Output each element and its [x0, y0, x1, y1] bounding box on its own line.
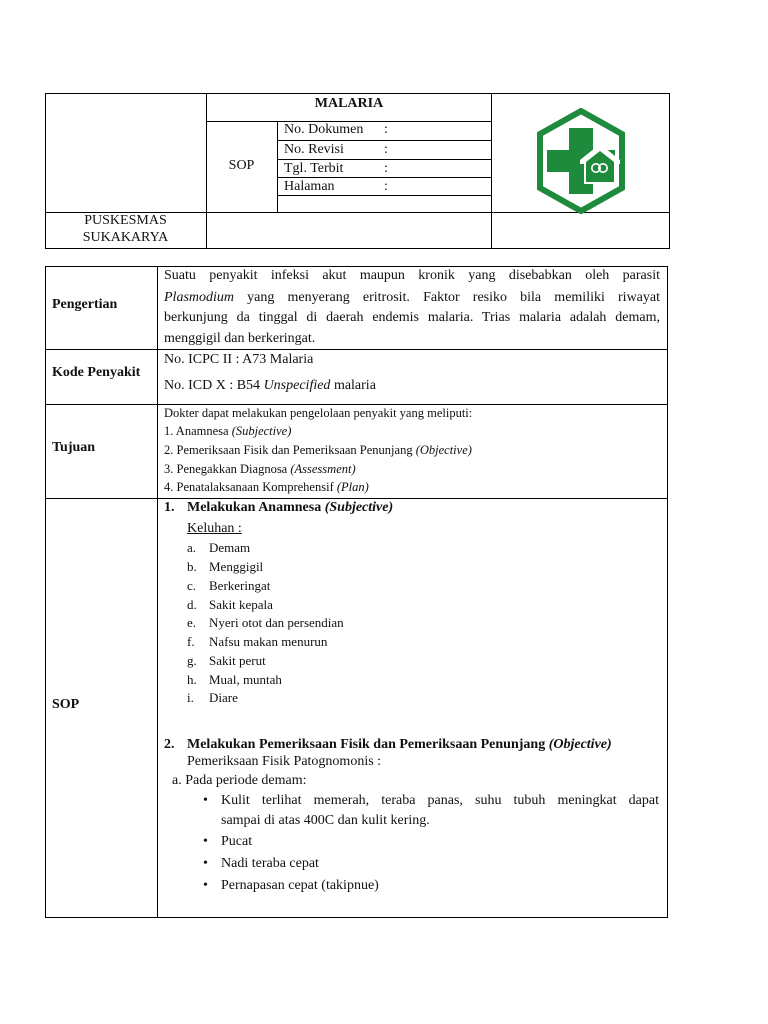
icd-code-prefix: No. ICD X : B54	[164, 378, 264, 393]
section-label-pengertian: Pengertian	[52, 297, 118, 312]
icpc-code: No. ICPC II : A73 Malaria	[164, 352, 314, 367]
step1-heading	[187, 500, 393, 516]
list-item-letter: i.	[187, 690, 194, 705]
tujuan-item	[164, 424, 291, 439]
list-item	[209, 578, 270, 594]
tujuan-item	[164, 480, 369, 495]
bullet-icon: •	[203, 793, 208, 808]
list-item-text: Diare	[209, 690, 238, 705]
doc-field-label: Halaman	[284, 179, 335, 194]
section-label-kode-penyakit: Kode Penyakit	[52, 365, 141, 380]
list-item: Nadi teraba cepat	[221, 856, 319, 871]
doc-field-sep: :	[384, 142, 388, 157]
doc-field-label: No. Dokumen	[284, 122, 364, 137]
list-item	[209, 597, 273, 613]
list-item-letter: h.	[187, 672, 197, 687]
list-item-letter: c.	[187, 578, 197, 593]
list-item-text: Demam	[209, 540, 251, 555]
doc-field-label: No. Revisi	[284, 142, 344, 157]
tujuan-item-text: 3. Penegakkan Diagnosa	[164, 462, 291, 476]
list-item: sampai di atas 400C dan kulit kering.	[221, 813, 430, 828]
icd-code-suffix: malaria	[330, 378, 376, 393]
list-item	[209, 540, 250, 556]
step2-title: Melakukan Pemeriksaan Fisik dan Pemeriksaan Penunjang	[187, 737, 549, 752]
list-item-text: Menggigil	[209, 559, 264, 574]
list-item: Pernapasan cepat (takipnue)	[221, 878, 379, 893]
tujuan-intro: Dokter dapat melakukan pengelolaan penyakit yang meliputi:	[164, 406, 473, 420]
list-item-letter: d.	[187, 597, 197, 612]
sop-label: SOP	[228, 158, 255, 173]
list-item-text: Sakit kepala	[209, 597, 273, 612]
tujuan-item-italic: (Assessment)	[290, 462, 356, 476]
tujuan-item-text: 1. Anamnesa	[164, 424, 232, 438]
org-name-line1: PUSKESMAS	[84, 213, 167, 228]
list-item	[209, 690, 238, 706]
pengertian-line-rest: yang menyerang eritrosit. Faktor resiko bila memiliki riwayat	[234, 290, 660, 305]
org-name-line2: SUKAKARYA	[82, 230, 169, 245]
document-title: MALARIA	[314, 96, 384, 111]
tujuan-item-text: 4. Penatalaksanaan Komprehensif	[164, 480, 337, 494]
tujuan-item	[164, 443, 472, 458]
bullet-icon: •	[203, 878, 208, 893]
periode-demam: a. Pada periode demam:	[172, 773, 307, 788]
plasmodium-term: Plasmodium	[164, 290, 234, 305]
doc-field-label: Tgl. Terbit	[284, 161, 344, 176]
list-item: Kulit terlihat memerah, teraba panas, suhu tubuh meningkat dapat	[221, 793, 659, 808]
pengertian-line: menggigil dan berkeringat.	[164, 331, 316, 346]
list-item	[209, 653, 266, 669]
list-item	[187, 634, 195, 650]
bullet-icon: •	[203, 856, 208, 871]
list-item	[209, 672, 282, 688]
pengertian-line: Suatu penyakit infeksi akut maupun kronik yang disebabkan oleh parasit	[164, 268, 660, 283]
list-item-letter: g.	[187, 653, 197, 668]
list-item-text: Sakit perut	[209, 653, 266, 668]
list-item	[187, 578, 196, 594]
list-item	[187, 540, 196, 556]
list-item	[209, 559, 263, 575]
tujuan-item-italic: (Objective)	[415, 443, 472, 457]
list-item-text: Berkeringat	[209, 578, 271, 593]
list-item	[187, 653, 197, 669]
tujuan-item-italic: (Plan)	[336, 480, 369, 494]
list-item	[209, 634, 327, 650]
doc-field-sep: :	[384, 161, 388, 176]
list-item	[187, 690, 194, 706]
list-item-text: Nyeri otot dan persendian	[209, 615, 344, 630]
doc-field-sep: :	[384, 122, 388, 137]
tujuan-item	[164, 462, 356, 477]
patognomonis-heading: Pemeriksaan Fisik Patognomonis :	[187, 754, 382, 769]
bullet-icon: •	[203, 834, 208, 849]
tujuan-item-italic: (Subjective)	[231, 424, 292, 438]
step1-italic: (Subjective)	[324, 500, 394, 515]
pengertian-line: berkunjung da tinggal di daerah endemis malaria. Trias malaria adalah demam,	[164, 310, 660, 325]
tujuan-item-text: 2. Pemeriksaan Fisik dan Pemeriksaan Penunjang	[164, 443, 416, 457]
puskesmas-logo-icon	[536, 108, 626, 214]
section-label-sop: SOP	[52, 697, 80, 712]
list-item	[187, 559, 197, 575]
list-item	[187, 672, 197, 688]
list-item-letter: a.	[187, 540, 197, 555]
list-item-letter: e.	[187, 615, 197, 630]
step2-heading	[187, 737, 612, 753]
list-item-letter: f.	[187, 634, 195, 649]
step1-title: Melakukan Anamnesa	[187, 500, 325, 515]
doc-field-sep: :	[384, 179, 388, 194]
step1-number: 1.	[164, 500, 175, 515]
step2-number: 2.	[164, 737, 175, 752]
step2-italic: (Objective)	[548, 737, 612, 752]
icd-code	[164, 378, 376, 394]
pengertian-line	[164, 290, 660, 306]
list-item-text: Mual, muntah	[209, 672, 282, 687]
list-item	[187, 615, 196, 631]
list-item	[187, 597, 197, 613]
keluhan-heading: Keluhan :	[187, 521, 242, 536]
section-label-tujuan: Tujuan	[52, 440, 96, 455]
list-item: Pucat	[221, 834, 253, 849]
list-item	[209, 615, 344, 631]
list-item-letter: b.	[187, 559, 197, 574]
icd-code-italic: Unspecified	[263, 378, 331, 393]
list-item-text: Nafsu makan menurun	[209, 634, 328, 649]
